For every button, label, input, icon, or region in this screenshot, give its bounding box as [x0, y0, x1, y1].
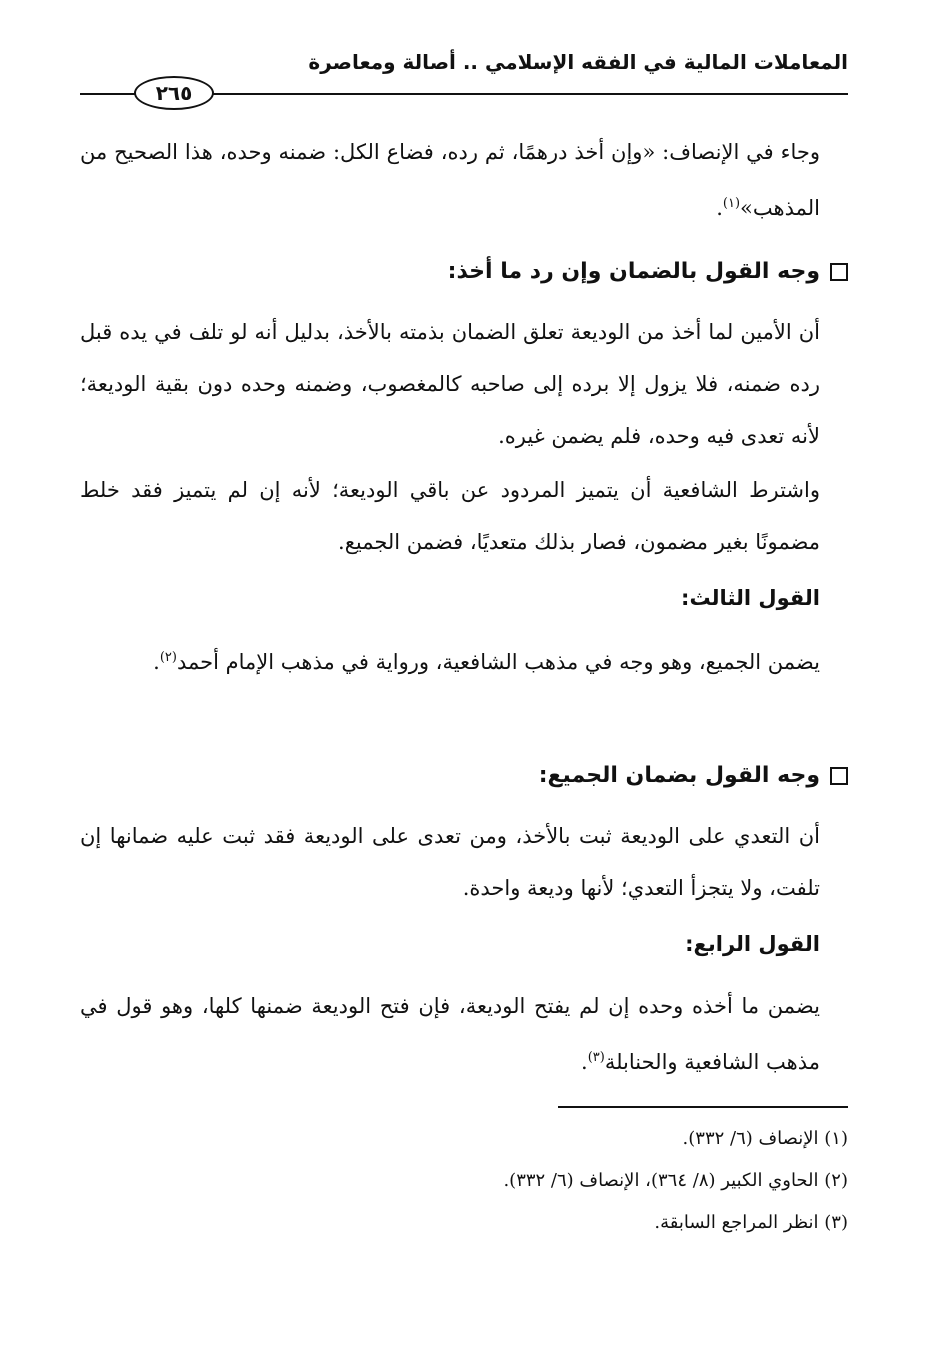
period: . [581, 1050, 588, 1074]
footnote-ref: (٢) [159, 650, 177, 665]
section-heading-text: وجه القول بضمان الجميع: [538, 763, 820, 788]
checkbox-square-icon [830, 767, 848, 785]
footnote-ref: (١) [722, 196, 741, 211]
footnote-rule [558, 1106, 848, 1108]
page-number: ٢٦٥ [134, 76, 214, 110]
paragraph-insaf-quote [80, 126, 848, 234]
checkbox-square-icon [830, 263, 848, 281]
paragraph-reason-all: أن التعدي على الوديعة ثبت بالأخذ، ومن تعدى على الوديعة فقد ثبت عليه ضمانها إن تلفت، ولا يتجزأ التعدي؛ لأنها وديعة واحدة. [80, 824, 820, 900]
running-header: المعاملات المالية في الفقه الإسلامي .. أصالة ومعاصرة [308, 50, 848, 74]
period: . [716, 196, 723, 220]
paragraph-shafii-condition: واشترط الشافعية أن يتميز المردود عن باقي الوديعة؛ لأنه إن لم يتميز فقد خلط مضمونًا بغير مضمون، فصار بذلك متعديًا، فضمن الجميع. [80, 478, 820, 554]
subheading-fourth-opinion: القول الرابع: [685, 932, 820, 956]
paragraph-text: يضمن ما أخذه وحده إن لم يفتح الوديعة، فإن فتح الوديعة ضمنها كلها، وهو قول في مذهب الشافعية والحنابلة [80, 994, 820, 1074]
section-heading [80, 756, 848, 796]
subheading-third-opinion: القول الثالث: [681, 586, 820, 610]
paragraph-reason-damage: أن الأمين لما أخذ من الوديعة تعلق الضمان بذمته بالأخذ، بدليل أنه لو تلف في يده قبل رده ضمنه، فلا يزول إلا برده إلى صاحبه كالمغصوب، وضمنه وحده دون بقية الوديعة؛ لأنه تعدى فيه وحده، فلم يضمن غيره. [80, 320, 820, 448]
period: . [153, 650, 160, 674]
paragraph-fourth-opinion [80, 980, 848, 1088]
footnote-item: (١) الإنصاف (٦/ ٣٣٢). [682, 1128, 848, 1149]
paragraph-text: وجاء في الإنصاف: «وإن أخذ درهمًا، ثم رده، فضاع الكل: ضمنه وحده، هذا الصحيح من المذهب» [80, 140, 820, 220]
paragraph-third-opinion [80, 632, 848, 688]
footnote-ref: (٣) [587, 1050, 605, 1065]
section-heading-text: وجه القول بالضمان وإن رد ما أخذ: [447, 259, 820, 284]
book-page [80, 0, 848, 1361]
section-heading [80, 252, 848, 292]
footnote-item: (٢) الحاوي الكبير (٨/ ٣٦٤)، الإنصاف (٦/ ٣٣٢). [503, 1170, 848, 1191]
footnote-item: (٣) انظر المراجع السابقة. [654, 1212, 848, 1233]
paragraph-text: يضمن الجميع، وهو وجه في مذهب الشافعية، ورواية في مذهب الإمام أحمد [176, 650, 820, 674]
